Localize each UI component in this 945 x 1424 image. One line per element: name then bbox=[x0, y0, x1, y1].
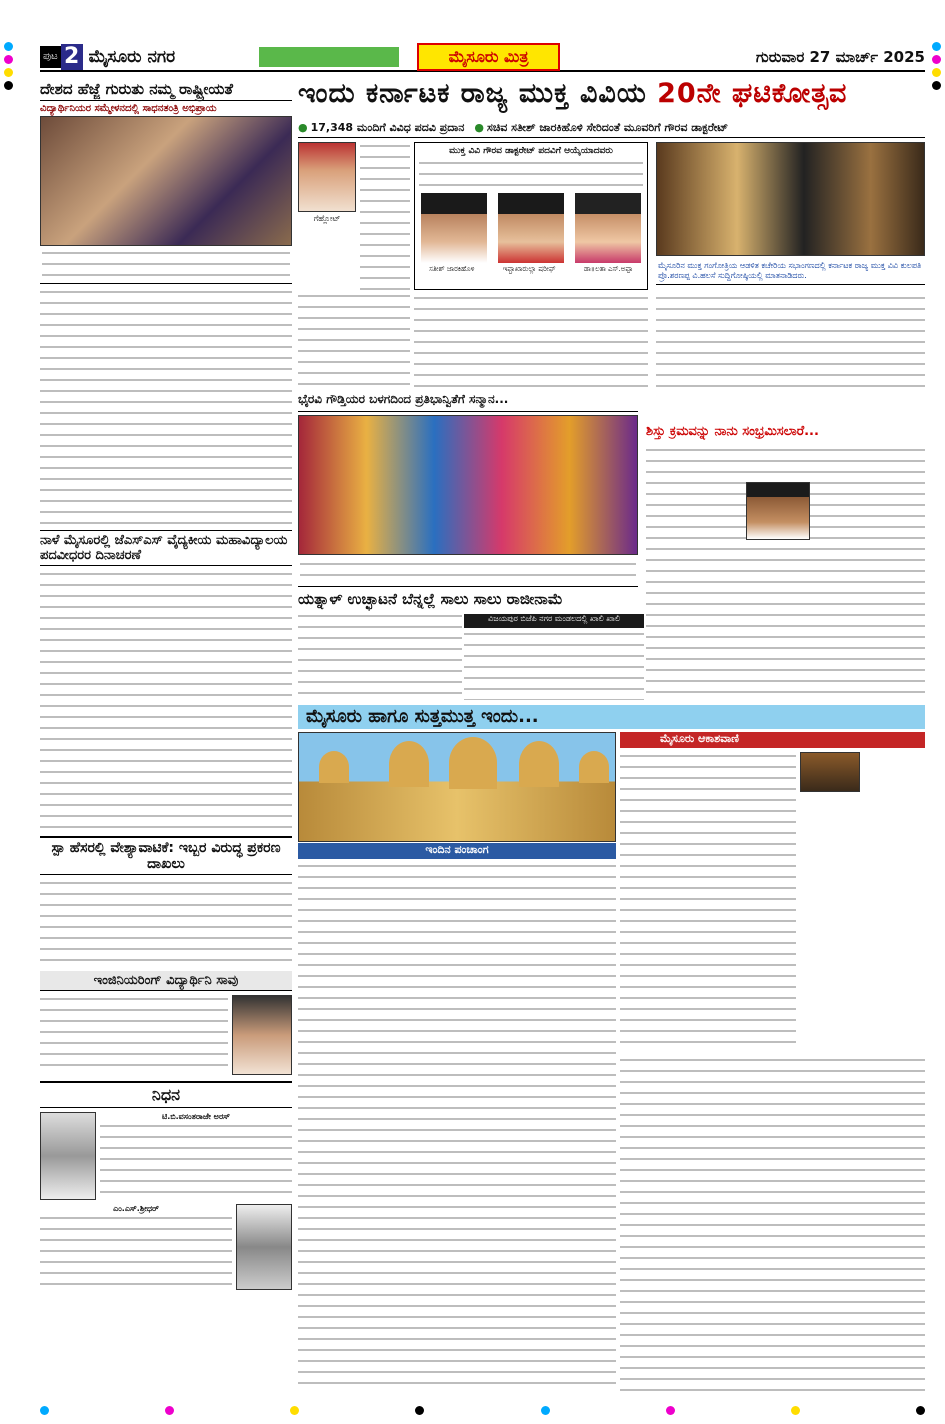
bullet-icon: ● bbox=[474, 121, 485, 134]
photo-caption bbox=[40, 246, 292, 284]
main-headline-accent: 20ನೇ ಘಟಿಕೋತ್ಸವ bbox=[657, 78, 848, 109]
obituary-name: ಎಂ.ಎಸ್.ಶ್ರೀಧರ್ bbox=[113, 1204, 159, 1213]
masthead bbox=[40, 44, 925, 72]
portrait-photo bbox=[232, 995, 292, 1075]
page-label: ಪುಟ bbox=[40, 46, 61, 68]
radio-title: ಮೈಸೂರು ಆಕಾಶವಾಣಿ bbox=[620, 732, 925, 748]
awardee-photo bbox=[498, 193, 564, 263]
doctorate-box bbox=[414, 142, 648, 290]
obituary-heading: ನಿಧನ bbox=[40, 1081, 292, 1108]
article-headline: ನಾಳೆ ಮೈಸೂರಲ್ಲಿ ಜೆಎಸ್‌ಎಸ್ ವೈದ್ಯಕೀಯ ಮಹಾವಿದ್ಯಾಲಯ ಪದವೀಧರರ ದಿನಾಚರಣೆ bbox=[40, 530, 292, 566]
governor-article bbox=[298, 142, 410, 292]
doctorate-title: ಮುಕ್ತ ವಿವಿ ಗೌರವ ಡಾಕ್ಟರೇಟ್ ಪದವಿಗೆ ಆಯ್ಕೆಯಾದವರು bbox=[449, 146, 613, 156]
bullet-icon: ● bbox=[298, 121, 308, 134]
article-body bbox=[464, 630, 644, 700]
obituary-body bbox=[40, 1214, 232, 1286]
article-body bbox=[298, 612, 462, 700]
article-headline: ಇಂಜಿನಿಯರಿಂಗ್ ವಿದ್ಯಾರ್ಥಿನಿ ಸಾವು bbox=[40, 971, 292, 991]
portrait-photo bbox=[40, 1112, 96, 1200]
issue-date: ಗುರುವಾರ 27 ಮಾರ್ಚ್ 2025 bbox=[755, 48, 925, 66]
subheadline-1: 17,348 ಮಂದಿಗೆ ವಿವಿಧ ಪದವಿ ಪ್ರದಾನ bbox=[310, 120, 465, 134]
press-meet-photo bbox=[656, 142, 925, 256]
group-photo bbox=[298, 415, 638, 555]
radio-icon bbox=[800, 752, 860, 792]
photo-caption: ಮೈಸೂರಿನ ಮುಕ್ತ ಗಂಗೋತ್ರಿಯ ಆಡಳಿತ ಕಚೇರಿಯ ಸಭಾಂಗಣದಲ್ಲಿ ಕರ್ನಾಟಕ ರಾಜ್ಯ ಮುಕ್ತ ವಿವಿ ಕುಲಪತಿ ಪ್ರೊ.ಶರಣಪ್ಪ ವಿ.ಹಲಸೆ ಸುದ್ದಿಗೋಷ್ಠಿಯಲ್ಲಿ ಮಾತನಾಡಿದರು. bbox=[656, 258, 925, 285]
article-body bbox=[40, 570, 292, 830]
portrait-photo bbox=[236, 1204, 292, 1290]
article-body bbox=[414, 294, 648, 388]
article-body bbox=[40, 879, 292, 967]
article-body bbox=[656, 294, 925, 388]
article-headline: ಭೈರವಿ ಗೌಡ್ತಿಯರ ಬಳಗದಿಂದ ಪ್ರತಿಭಾನ್ವಿತೆಗೆ ಸನ್ಮಾನ... bbox=[298, 392, 638, 412]
article-headline: ಶಿಸ್ತು ಕ್ರಮವನ್ನು ನಾನು ಸಂಭ್ರಮಿಸಲಾರೆ... bbox=[646, 424, 819, 439]
article-subhead: ವಿದ್ಯಾರ್ಥಿನಿಯರ ಸಮ್ಮೇಳನದಲ್ಲಿ ಸಾಧನತಂತ್ರಿ ಅಭಿಪ್ರಾಯ bbox=[40, 103, 217, 114]
obituary-body bbox=[100, 1122, 292, 1196]
article-body bbox=[40, 288, 292, 526]
awardee-photo bbox=[575, 193, 641, 263]
page-number: 2 bbox=[61, 44, 83, 70]
main-subheadline-bar bbox=[298, 118, 925, 138]
section-title: ಮೈಸೂರು ನಗರ bbox=[88, 47, 176, 67]
registration-marks bbox=[932, 42, 941, 90]
awardee-name: ಡಾ॥ಲತಾ ಎಸ್.ಅಪ್ಪಾ bbox=[583, 265, 633, 273]
awardee-name: ಇಫ್ತಾಖಾರುಲ್ಲಾ ಷರೀಫ್ bbox=[502, 265, 556, 273]
article-row bbox=[40, 995, 292, 1075]
subheadline-2: ಸಚಿವ ಸತೀಶ್ ಜಾರಕಿಹೊಳಿ ಸೇರಿದಂತೆ ಮೂವರಿಗೆ ಗೌರವ ಡಾಕ್ಟರೇಟ್ bbox=[487, 120, 729, 134]
section-color-strip bbox=[259, 47, 399, 67]
events-section-title: ಮೈಸೂರು ಹಾಗೂ ಸುತ್ತಮುತ್ತ ಇಂದು... bbox=[298, 705, 925, 729]
article-headline: ಯತ್ನಾಳ್ ಉಚ್ಛಾಟನೆ ಬೆನ್ನಲ್ಲೆ ಸಾಲು ಸಾಲು ರಾಜೀನಾಮೆ bbox=[298, 590, 563, 608]
paper-name: ಮೈಸೂರು ಮಿತ್ರ bbox=[417, 43, 561, 71]
panchanga-title: ಇಂದಿನ ಪಂಚಾಂಗ bbox=[298, 843, 616, 859]
article-tag: ವಿಜಯಪುರ ಬಿಜೆಪಿ ನಗರ ಮಂಡಲದಲ್ಲಿ ಖಾಲಿ ಖಾಲಿ bbox=[464, 614, 644, 628]
article-body bbox=[40, 995, 228, 1075]
main-headline-text: ಇಂದು ಕರ್ನಾಟಕ ರಾಜ್ಯ ಮುಕ್ತ ವಿವಿಯ bbox=[298, 78, 658, 109]
main-headline bbox=[298, 78, 925, 114]
page-number-box bbox=[40, 43, 83, 71]
article-headline: ದೇಶದ ಹೆಜ್ಜೆ ಗುರುತು ನಮ್ಮ ರಾಷ್ಟ್ರೀಯತೆ bbox=[40, 78, 292, 101]
events-list bbox=[620, 1056, 925, 1392]
obituary-name: ಟಿ.ಬಿ.ವಸಂತರಾಜೇ ಅರಸ್ bbox=[161, 1112, 231, 1121]
photo-caption bbox=[298, 557, 638, 587]
awardee-name: ಸತೀಶ್ ಜಾರಕಿಹೊಳಿ bbox=[429, 265, 475, 273]
portrait-photo bbox=[746, 482, 810, 540]
registration-marks bbox=[4, 42, 13, 90]
awardee-photo bbox=[421, 193, 487, 263]
obituary-row bbox=[40, 1204, 292, 1290]
obituary-row bbox=[40, 1112, 292, 1200]
left-column bbox=[40, 78, 292, 1290]
article-headline: ಸ್ಪಾ ಹೆಸರಲ್ಲಿ ವೇಶ್ಯಾವಾಟಿಕೆ: ಇಬ್ಬರ ವಿರುದ್ಧ ಪ್ರಕರಣ ದಾಖಲು bbox=[40, 836, 292, 875]
article-body bbox=[298, 292, 410, 387]
palace-photo bbox=[298, 732, 616, 842]
article-body bbox=[360, 142, 410, 292]
events-list bbox=[298, 862, 616, 1392]
event-photo bbox=[40, 116, 292, 246]
radio-schedule bbox=[620, 752, 796, 1052]
governor-label: ಗೆಹ್ಲೋಟ್ bbox=[313, 214, 341, 223]
registration-marks bbox=[40, 1406, 925, 1415]
governor-photo bbox=[298, 142, 356, 212]
